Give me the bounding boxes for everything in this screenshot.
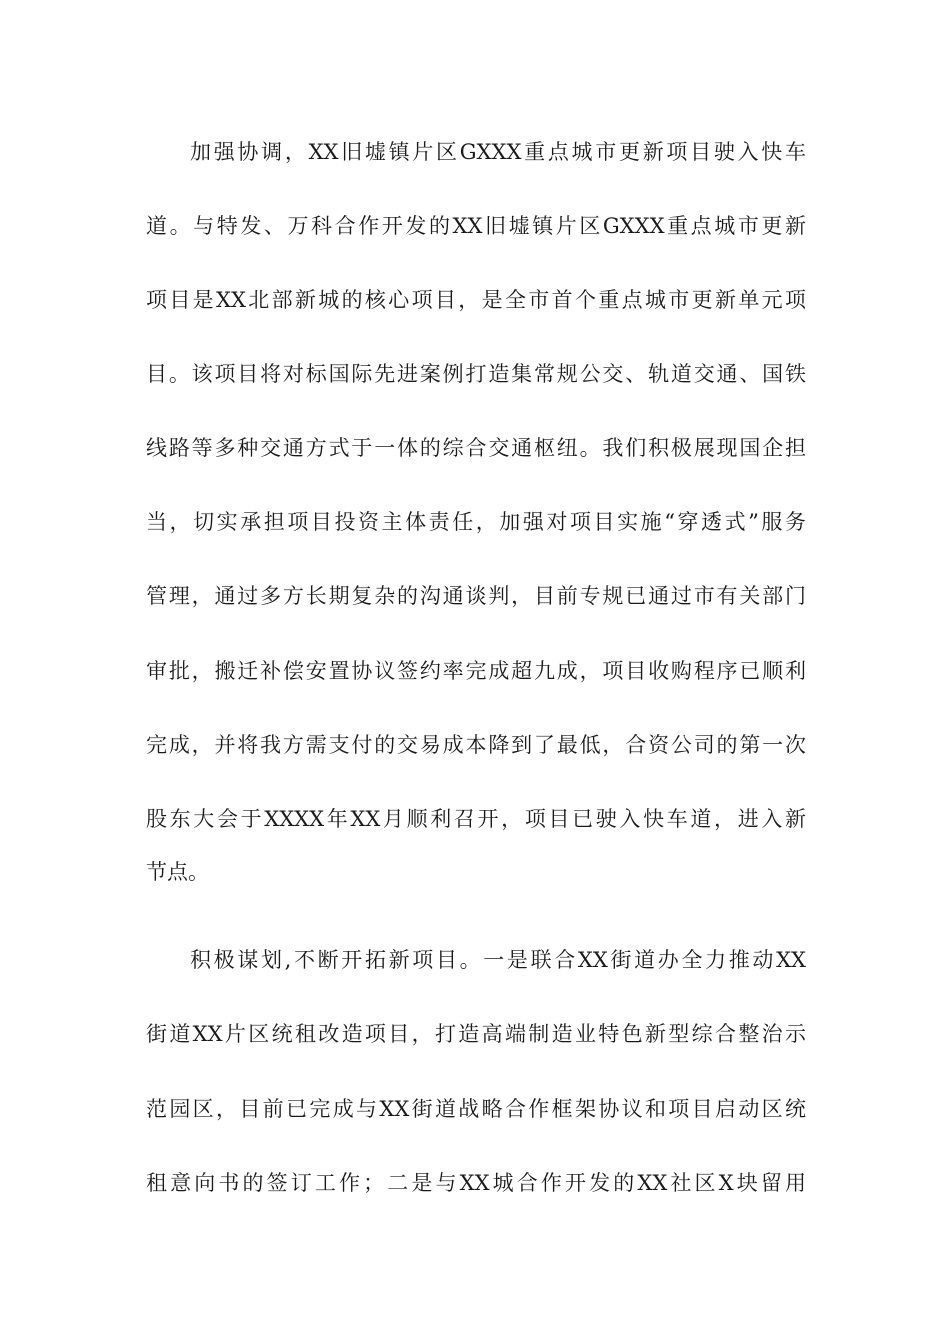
paragraph-2-line-2: 街道XX片区统租改造项目，打造高端制造业特色新型综合整治示 bbox=[146, 1022, 806, 1046]
paragraph-2-line-3: 范园区，目前已完成与XX街道战略合作框架协议和项目启动区统 bbox=[146, 1097, 806, 1121]
paragraph-2-line-4: 租意向书的签订工作；二是与XX城合作开发的XX社区X块留用 bbox=[146, 1171, 806, 1195]
paragraph-1-line-5: 线路等多种交通方式于一体的综合交通枢纽。我们积极展现国企担 bbox=[146, 436, 806, 460]
paragraph-1-line-8: 审批，搬迁补偿安置协议签约率完成超九成，项目收购程序已顺利 bbox=[146, 659, 806, 683]
paragraph-1-line-4: 目。该项目将对标国际先进案例打造集常规公交、轨道交通、国铁 bbox=[146, 362, 806, 386]
paragraph-1-line-3: 项目是XX北部新城的核心项目，是全市首个重点城市更新单元项 bbox=[146, 288, 806, 312]
paragraph-1-line-7: 管理，通过多方长期复杂的沟通谈判，目前专规已通过市有关部门 bbox=[146, 584, 806, 608]
paragraph-1-line-6: 当，切实承担项目投资主体责任，加强对项目实施“穿透式”服务 bbox=[146, 510, 806, 534]
paragraph-1-line-11: 节点。 bbox=[146, 860, 209, 884]
paragraph-1-line-10: 股东大会于XXXX年XX月顺利召开，项目已驶入快车道，进入新 bbox=[146, 807, 806, 831]
paragraph-1-line-1: 加强协调，XX旧墟镇片区GXXX重点城市更新项目驶入快车 bbox=[190, 140, 806, 164]
paragraph-2-line-1: 积极谋划,不断开拓新项目。一是联合XX街道办全力推动XX bbox=[190, 948, 806, 972]
paragraph-1-line-9: 完成，并将我方需支付的交易成本降到了最低，合资公司的第一次 bbox=[146, 733, 806, 757]
paragraph-1-line-2: 道。与特发、万科合作开发的XX旧墟镇片区GXXX重点城市更新 bbox=[146, 214, 806, 238]
